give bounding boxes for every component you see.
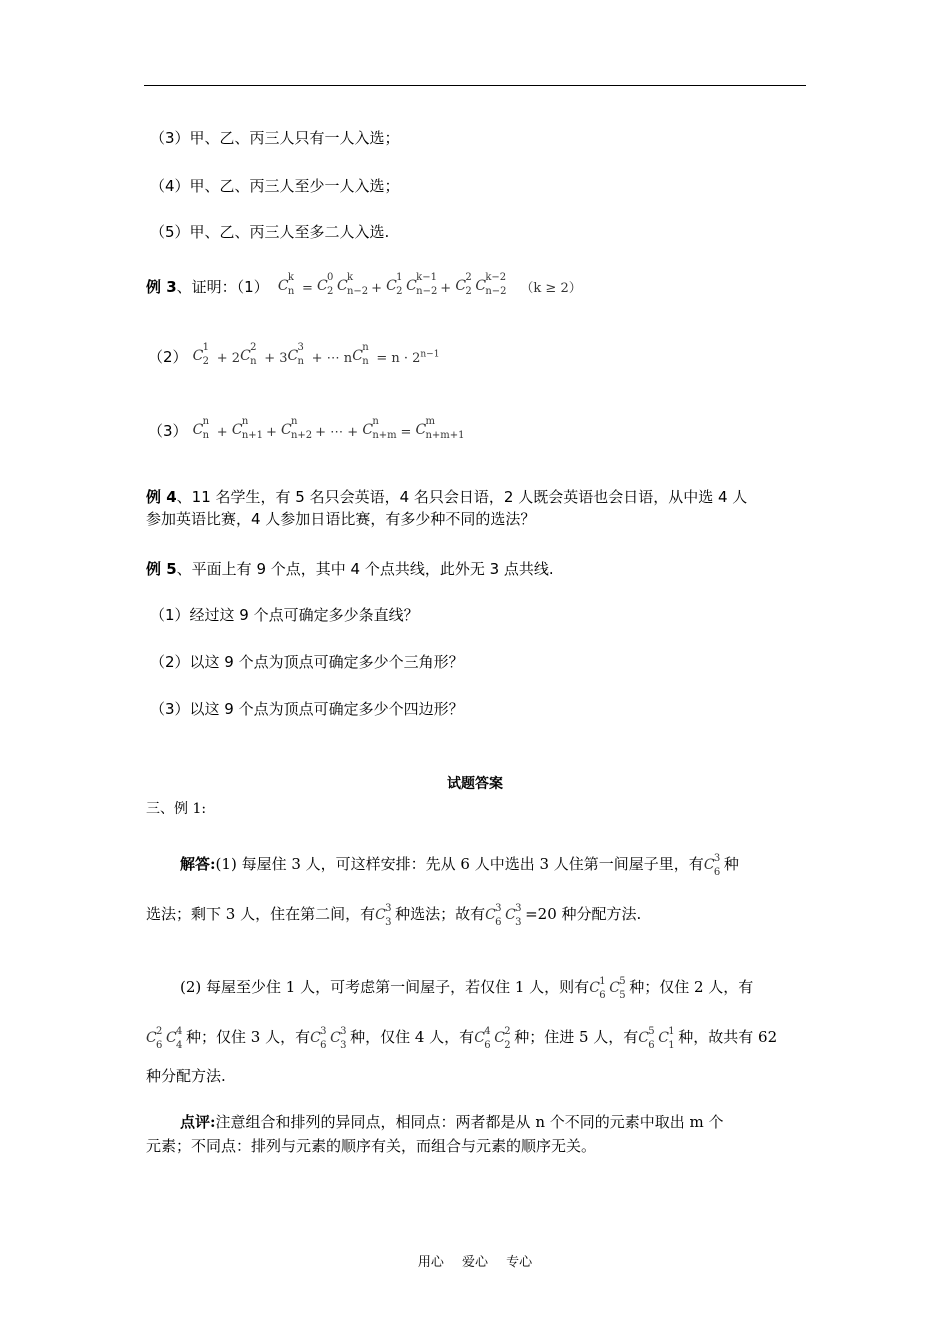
example-3-line2 — [148, 342, 440, 368]
formula-2: C 1 2 + 2 C 2 n + 3 C 3 n + ⋯ n C n n = $n \cdot 2^{n-1}$ — [192, 342, 440, 367]
answer-2-line3: 种分配方法. — [146, 1067, 226, 1085]
answers-section: 三、例 1: — [146, 801, 207, 817]
example-5-label: 例 5 — [146, 560, 177, 578]
answer-1-text2a: 选法；剩下 3 人，住在第二间，有 — [146, 905, 376, 923]
answer-1-line2: 选法；剩下 3 人，住在第二间，有 C 3 3 种选法；故有 C 3 6 C 3 3 =20 种分配方法. — [146, 903, 642, 928]
page-footer: 用心 爱心 专心 — [417, 1255, 533, 1270]
example-5-sub2: （2）以这 9 个点为顶点可确定多少个三角形？ — [150, 653, 464, 671]
answer-1-line1: 解答:(1) 每屋住 3 人，可这样安排：先从 6 人中选出 3 人住第一间屋子里，有 C 3 6 种 — [180, 853, 739, 878]
example-4 — [146, 486, 747, 530]
header-rule — [144, 85, 806, 86]
answer-2-text2d: 种，故共有 62 — [678, 1028, 778, 1046]
item-q4: （4）甲、乙、丙三人至少一人入选； — [150, 177, 400, 195]
example-5-line1: 、平面上有 9 个点，其中 4 个点共线，此外无 3 点共线. — [176, 560, 554, 578]
example-5-sub1: （1）经过这 9 个点可确定多少条直线？ — [150, 606, 419, 624]
answer-2-line1: (2) 每屋至少住 1 人，可考虑第一间屋子，若仅住 1 人，则有 C 1 6 C 5 5 种；仅住 2 人，有 — [180, 976, 754, 1001]
part-3-label: （3） — [148, 422, 188, 440]
example-5-sub3: （3）以这 9 个点为顶点可确定多少个四边形？ — [150, 700, 464, 718]
answer-2-line2: C 2 6 C 4 4 种；仅住 3 人，有 C 3 6 C 3 3 种，仅住 4 人，有 C 4 6 C 2 2 种；住进 5 人，有 C 5 6 C 1 1 种，故共有 62 — [146, 1026, 778, 1051]
comment-label: 点评: — [180, 1113, 216, 1131]
answer-2-text1a: (2) 每屋至少住 1 人，可考虑第一间屋子，若仅住 1 人，则有 — [180, 978, 590, 996]
answer-label: 解答: — [180, 855, 216, 873]
example-4-line2: 参加英语比赛，4 人参加日语比赛，有多少种不同的选法？ — [146, 510, 536, 528]
item-q5: （5）甲、乙、丙三人至多二人入选. — [150, 223, 390, 241]
answers-heading: 试题答案 — [447, 776, 503, 792]
example-4-label: 例 4 — [146, 488, 177, 506]
example-3-line3 — [148, 416, 465, 442]
answer-2-text1b: 种；仅住 2 人，有 — [629, 978, 754, 996]
comment-text1: 注意组合和排列的异同点，相同点：两者都是从 n 个不同的元素中取出 m 个 — [215, 1113, 724, 1131]
example-5 — [146, 558, 554, 579]
example-4-line1: 、11 名学生，有 5 名只会英语，4 名只会日语，2 人既会英语也会日语，从中选 4 人 — [176, 488, 748, 506]
answer-2-text2a: 种；仅住 3 人，有 — [186, 1028, 311, 1046]
item-q3: （3）甲、乙、丙三人只有一人入选； — [150, 129, 400, 147]
answer-2-text2b: 种，仅住 4 人，有 — [350, 1028, 475, 1046]
example-3-prefix: 、证明：（1） — [176, 278, 269, 296]
formula-3: C n n + C n n+1 + C n n+2 + ⋯ + C n n+m = C m n+m+1 — [192, 416, 465, 441]
answer-1-text2c: =20 种分配方法. — [525, 905, 642, 923]
answer-1-text1a: (1) 每屋住 3 人，可这样安排：先从 6 人中选出 3 人住第一间屋子里，有 — [215, 855, 704, 873]
example-3-line1 — [146, 272, 582, 298]
comment-line2: 元素；不同点：排列与元素的顺序有关，而组合与元素的顺序无关。 — [146, 1137, 597, 1155]
example-3-label: 例 3 — [146, 278, 177, 296]
answer-2-text2c: 种；住进 5 人，有 — [514, 1028, 639, 1046]
formula-1: C k n = C 0 2 C k n−2 + C 1 2 C k−1 n−2 + C 2 2 C k−2 n−2 — [277, 272, 507, 297]
answer-1-text2b: 种选法；故有 — [395, 905, 486, 923]
part-2-label: （2） — [148, 348, 188, 366]
comment-line1 — [180, 1112, 724, 1132]
answer-1-text1b: 种 — [723, 855, 739, 873]
formula-1-condition: （k ≥ 2） — [520, 281, 582, 296]
